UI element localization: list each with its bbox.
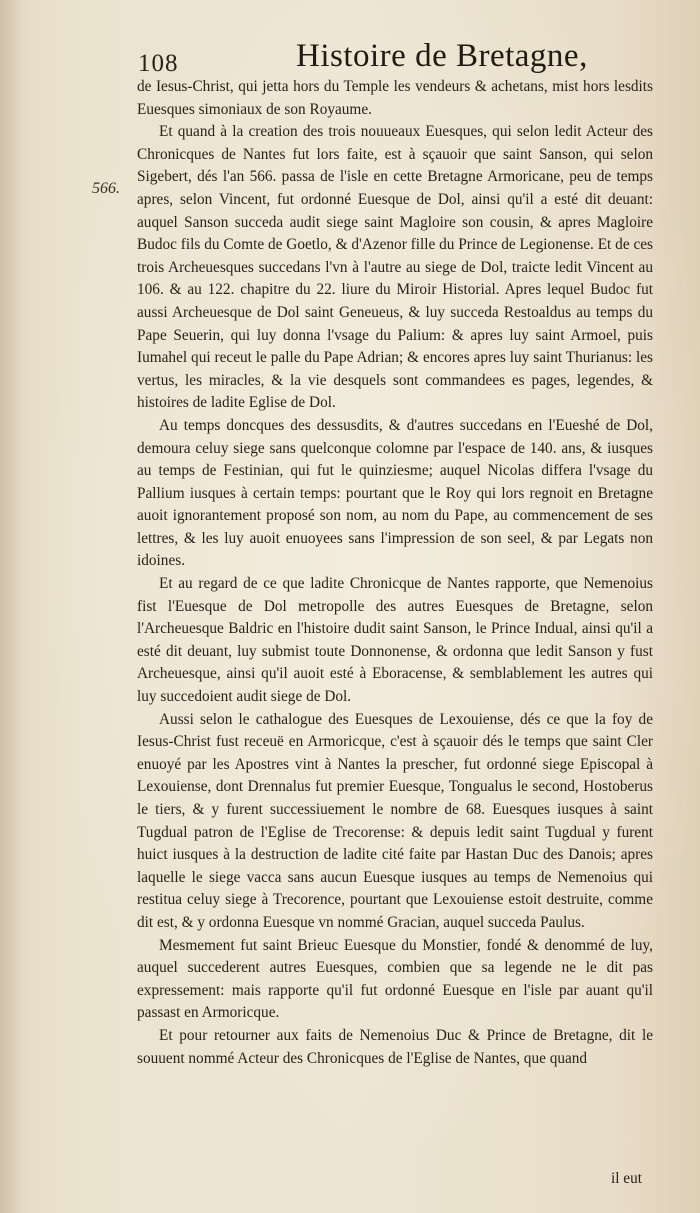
paragraph-continuation: de Iesus-Christ, qui jetta hors du Temple les vendeurs & achetans, mist hors lesdits Euesques simoniaux de son Royaume. — [137, 78, 653, 118]
page-number: 108 — [138, 50, 179, 77]
paragraph-creation-eveques: Et quand à la creation des trois nouueaux Euesques, qui selon ledit Acteur des Chronicques de Nantes fut lors faite, est à sçauoir que saint Sanson, qui selon Sigebert, dés l'an 566. passa de l'isle en cette Bretagne Armoricane, peu de temps apres, selon Vincent, fut ordonné Euesque de Dol, ainsi qu'il a esté dit deuant: auquel Sanson succeda audit siege saint Magloire son cousin, & apres Magloire Budoc fils du Comte de Goetlo, & d'Azenor fille du Prince de Legionense. Et de ces trois Archeuesques succedans l'vn à l'autre au siege de Dol, traicte ledit Vincent au 106. & au 122. chapitre du 22. liure du Miroir Historial. Apres lequel Budoc fut aussi Archeuesque de Dol saint Geneueus, & luy succeda Restoaldus au temps du Pape Seuerin, qui luy donna l'vsage du Palium: & apres luy saint Armoel, puis Iumahel qui receut le palle du Pape Adrian; & encores apres luy saint Thurianus: les vertus, les miracles, & la vie desquels sont commandees es pages, legendes, & histoires de ladite Eglise de Dol. — [137, 123, 653, 412]
paragraph-lexouiense: Aussi selon le cathalogue des Euesques de Lexouiense, dés ce que la foy de Iesus-Christ fust receuë en Armoricque, c'est à sçauoir dés le temps que saint Cler enuoyé par les Apostres vint à Nantes la prescher, fut ordonné siege Episcopal à Lexouiense, dont Drennalus fut premier Euesque, Tongualus le second, Hostoberus le tiers, & y furent successiuement le nombre de 68. Euesques iusques à saint Tugdual patron de l'Eglise de Trecorense: & depuis ledit saint Tugdual y furent huict iusques à la destruction de ladite cité faite par Hastan Duc des Danois; apres laquelle le siege vacca sans aucun Euesque iusques au temps de Nemenoius qui restitua celuy siege à Trecorence, pourtant que Lexouiense estoit destruite, comme dit est, & y ordonna Euesque vn nommé Gracian, auquel succeda Paulus. — [137, 710, 653, 931]
paragraph-saint-brieuc: Mesmement fut saint Brieuc Euesque du Monstier, fondé & denommé de luy, auquel succederent autres Euesques, combien que sa legende ne le dit pas expressement: mais rapporte qu'il fut ordonné Euesque en l'isle par auant qu'il passast en Armoricque. — [137, 936, 653, 1022]
paragraph-nemenoius: Et pour retourner aux faits de Nemenoius Duc & Prince de Bretagne, dit le souuent nommé Acteur des Chronicques de l'Eglise de Nantes, que quand — [137, 1026, 653, 1067]
running-title: Histoire de Bretagne, — [296, 38, 588, 74]
margin-note-year: 566. — [92, 180, 120, 197]
gutter-shadow — [0, 0, 26, 1213]
body-text — [137, 76, 653, 1070]
catch-word: il eut — [610, 1170, 642, 1187]
paragraph-siege-dol: Au temps doncques des dessusdits, & d'autres succedans en l'Eueshé de Dol, demoura celuy siege sans quelconque colomne par l'espace de 140. ans, & iusques au temps de Festinian, qui fut le quinziesme; auquel Nicolas differa l'vsage du Pallium iusques à certain temps: pourtant que le Roy qui lors regnoit en Bretagne auoit ignorantement proposé son nom, au nom du Pape, au commencement de ses lettres, & les luy auoit enuoyees sans l'impression de son seel, & par Legats non idoines. — [137, 416, 653, 570]
page-header — [0, 14, 700, 77]
paragraph-chronique-nantes: Et au regard de ce que ladite Chronicque de Nantes rapporte, que Nemenoius fist l'Euesque de Dol metropolle des autres Euesques de Bretagne, selon l'Archeuesque Baldric en l'histoire dudit saint Sanson, le Prince Indual, ainsi qu'il a esté dit deuant, luy submist toute Donnonense, & ordonna que ledit Sanson y fust Archeuesque, ainsi qu'il auoit esté à Eboracense, & semblablement les autres qui luy succedoient audit siege de Dol. — [137, 575, 653, 706]
